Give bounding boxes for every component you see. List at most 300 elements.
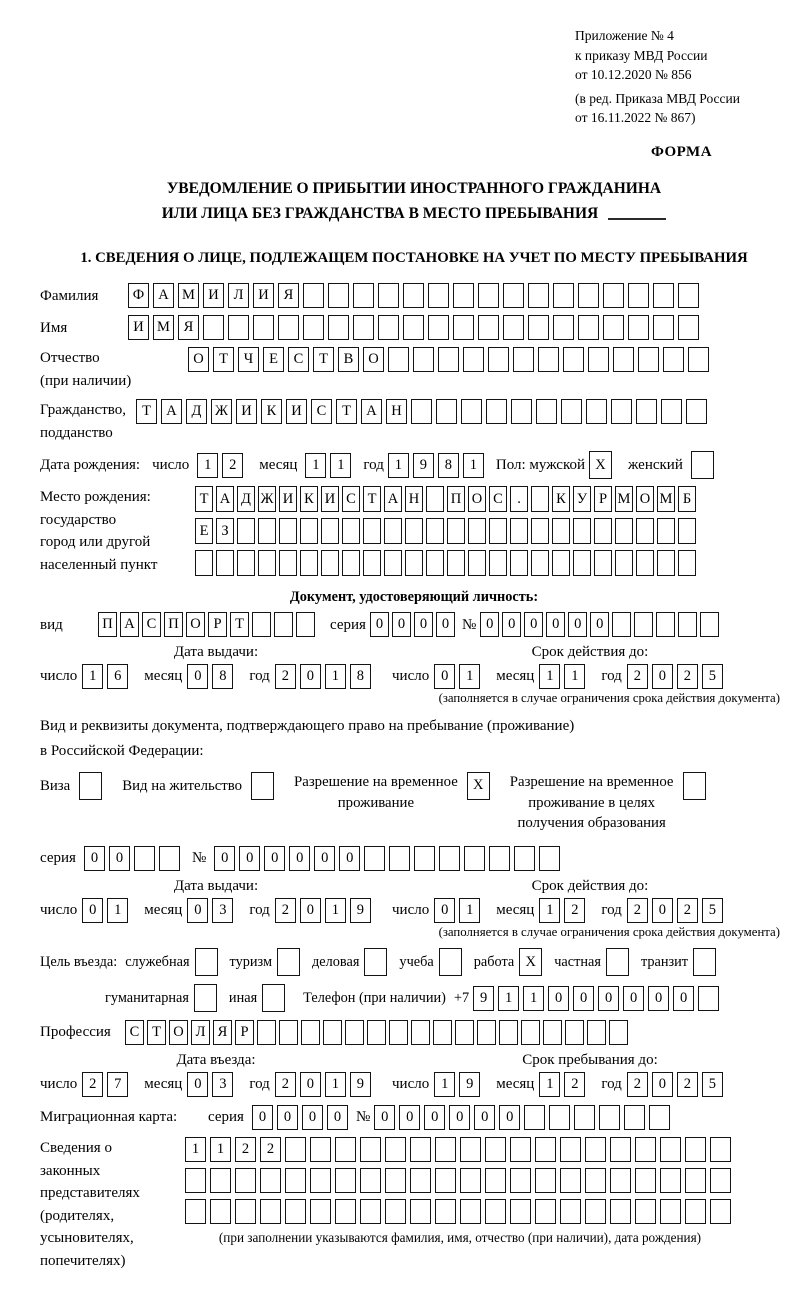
char-cell xyxy=(691,451,714,479)
char-cell: 0 xyxy=(414,612,433,637)
char-cell: 1 xyxy=(498,986,519,1011)
char-cell: Я xyxy=(178,315,199,340)
char-cell: Д xyxy=(186,399,207,424)
visa-option: Виза xyxy=(40,772,106,800)
char-cell xyxy=(453,283,474,308)
char-cell xyxy=(539,846,560,871)
legal-representatives-note: (при заполнении указываются фамилия, имя, отчество (при наличии), дата рождения) xyxy=(218,1230,702,1246)
char-cell xyxy=(613,347,634,372)
purpose-humanitarian: гуманитарная xyxy=(105,984,221,1012)
char-cell: 2 xyxy=(564,1072,585,1097)
char-cell xyxy=(560,1199,581,1224)
doc-series-label: серия xyxy=(330,616,366,633)
sex-female-label: женский xyxy=(628,457,683,474)
char-cell xyxy=(485,1168,506,1193)
char-cell: Ф xyxy=(128,283,149,308)
char-cell xyxy=(563,347,584,372)
sex-female-checkbox xyxy=(691,451,718,479)
char-cell xyxy=(634,612,653,637)
char-cell xyxy=(310,1168,331,1193)
char-cell: 0 xyxy=(546,612,565,637)
char-cell: 3 xyxy=(212,1072,233,1097)
char-cell xyxy=(410,1168,431,1193)
entry-year-cells xyxy=(275,1072,375,1097)
char-cell xyxy=(328,283,349,308)
char-cell xyxy=(411,1020,430,1045)
char-cell xyxy=(628,315,649,340)
char-cell: У xyxy=(573,486,591,512)
permit-issue-day-cells xyxy=(82,898,132,923)
char-cell: И xyxy=(279,486,297,512)
char-cell xyxy=(335,1137,356,1162)
char-cell xyxy=(328,315,349,340)
char-cell xyxy=(405,550,423,576)
char-cell: Н xyxy=(386,399,407,424)
char-cell xyxy=(303,315,324,340)
char-cell: 0 xyxy=(434,664,455,689)
char-cell: 2 xyxy=(260,1137,281,1162)
id-doc-dates xyxy=(40,644,788,689)
sex-male-label: Пол: мужской xyxy=(495,457,586,474)
char-cell: Ч xyxy=(238,347,259,372)
doc-number-label: № xyxy=(461,616,477,633)
char-cell: А xyxy=(153,283,174,308)
stay-month-cells xyxy=(539,1072,589,1097)
id-expiry-day-cells xyxy=(434,664,484,689)
char-cell xyxy=(426,518,444,544)
char-cell: 0 xyxy=(300,1072,321,1097)
permit-expiry-date-group: Срок действия до: число 0 1 месяц 1 2 год 2 0 2 5 xyxy=(392,878,788,923)
appendix-line-2: к приказу МВД России xyxy=(575,47,708,63)
birthplace-cells-row2 xyxy=(195,518,699,544)
migr-number-label: № xyxy=(355,1109,371,1126)
char-cell xyxy=(531,550,549,576)
char-cell: 2 xyxy=(627,898,648,923)
char-cell xyxy=(538,347,559,372)
char-cell xyxy=(574,1105,595,1130)
stay-year-cells xyxy=(627,1072,727,1097)
char-cell: 1 xyxy=(82,664,103,689)
char-cell xyxy=(439,948,462,976)
char-cell: X xyxy=(519,948,542,976)
char-cell: В xyxy=(338,347,359,372)
char-cell: 5 xyxy=(702,664,723,689)
char-cell xyxy=(552,518,570,544)
char-cell xyxy=(635,1168,656,1193)
char-cell xyxy=(367,1020,386,1045)
char-cell xyxy=(560,1137,581,1162)
id-issue-date-group: Дата выдачи: число 1 6 месяц 0 8 год 2 0 1 8 xyxy=(40,644,392,689)
char-cell: Н xyxy=(405,486,423,512)
stay-day-cells xyxy=(434,1072,484,1097)
char-cell: 1 xyxy=(539,1072,560,1097)
char-cell: 0 xyxy=(480,612,499,637)
char-cell xyxy=(210,1199,231,1224)
char-cell: О xyxy=(468,486,486,512)
patronymic-row xyxy=(40,347,788,392)
reps-cells-row2 xyxy=(185,1168,735,1193)
permit-number-label: № xyxy=(191,850,207,867)
id-expiry-year-cells xyxy=(627,664,727,689)
char-cell: Т xyxy=(230,612,249,637)
char-cell xyxy=(279,1020,298,1045)
given-name-row xyxy=(40,315,788,340)
char-cell xyxy=(438,347,459,372)
permit-expiry-note: (заполняется в случае ограничения срока действия документа) xyxy=(438,925,780,940)
char-cell: 0 xyxy=(300,898,321,923)
permit-issue-date-group: Дата выдачи: число 0 1 месяц 0 3 год 2 0 1 9 xyxy=(40,878,392,923)
char-cell: С xyxy=(125,1020,144,1045)
char-cell xyxy=(485,1137,506,1162)
char-cell: 2 xyxy=(275,898,296,923)
char-cell xyxy=(594,518,612,544)
char-cell: 0 xyxy=(84,846,105,871)
char-cell xyxy=(384,550,402,576)
char-cell: 9 xyxy=(473,986,494,1011)
char-cell: Е xyxy=(263,347,284,372)
char-cell xyxy=(683,772,706,800)
char-cell xyxy=(185,1168,206,1193)
char-cell xyxy=(388,347,409,372)
char-cell xyxy=(258,518,276,544)
char-cell xyxy=(698,986,719,1011)
entry-stay-dates xyxy=(40,1052,788,1097)
purpose-work-checkbox xyxy=(519,948,546,976)
char-cell xyxy=(353,315,374,340)
char-cell xyxy=(573,518,591,544)
char-cell: 0 xyxy=(327,1105,348,1130)
entry-purpose-label: Цель въезда: xyxy=(40,953,118,970)
char-cell: 0 xyxy=(187,664,208,689)
purpose-business-checkbox xyxy=(364,948,391,976)
char-cell xyxy=(235,1168,256,1193)
char-cell: Б xyxy=(678,486,696,512)
char-cell xyxy=(678,550,696,576)
char-cell: С xyxy=(142,612,161,637)
appendix-block xyxy=(575,26,788,128)
id-expiry-month-cells xyxy=(539,664,589,689)
char-cell xyxy=(573,550,591,576)
purpose-transit: транзит xyxy=(641,948,720,976)
char-cell xyxy=(203,315,224,340)
char-cell: 0 xyxy=(399,1105,420,1130)
char-cell: 0 xyxy=(648,986,669,1011)
char-cell xyxy=(278,315,299,340)
char-cell: 1 xyxy=(523,986,544,1011)
char-cell xyxy=(342,550,360,576)
char-cell xyxy=(488,347,509,372)
char-cell: 0 xyxy=(302,1105,323,1130)
char-cell: Т xyxy=(195,486,213,512)
doc-series-cells xyxy=(370,612,458,637)
char-cell: М xyxy=(178,283,199,308)
purpose-study: учеба xyxy=(399,948,465,976)
char-cell xyxy=(364,846,385,871)
char-cell xyxy=(503,315,524,340)
purpose-official-checkbox xyxy=(195,948,222,976)
purpose-transit-checkbox xyxy=(693,948,720,976)
entry-date-group: Дата въезда: число 2 7 месяц 0 3 год 2 0 1 9 xyxy=(40,1052,392,1097)
char-cell xyxy=(253,315,274,340)
form-title-line1: УВЕДОМЛЕНИЕ О ПРИБЫТИИ ИНОСТРАННОГО ГРАЖДАНИНА xyxy=(166,179,662,197)
char-cell xyxy=(228,315,249,340)
char-cell xyxy=(426,550,444,576)
permit-series-row xyxy=(40,846,788,871)
char-cell: И xyxy=(236,399,257,424)
char-cell: 2 xyxy=(677,898,698,923)
char-cell: 2 xyxy=(627,664,648,689)
char-cell xyxy=(657,550,675,576)
char-cell xyxy=(79,772,102,800)
char-cell xyxy=(635,1137,656,1162)
purpose-tourism: туризм xyxy=(230,948,305,976)
char-cell xyxy=(260,1168,281,1193)
char-cell xyxy=(513,347,534,372)
char-cell: 0 xyxy=(339,846,360,871)
char-cell xyxy=(194,984,217,1012)
form-label: ФОРМА xyxy=(650,143,713,160)
char-cell: Т xyxy=(213,347,234,372)
char-cell: Д xyxy=(237,486,255,512)
char-cell xyxy=(300,518,318,544)
migration-card-label: Миграционная карта: xyxy=(40,1109,178,1126)
char-cell: О xyxy=(188,347,209,372)
char-cell: И xyxy=(253,283,274,308)
char-cell: X xyxy=(589,451,612,479)
char-cell xyxy=(553,283,574,308)
char-cell xyxy=(216,550,234,576)
char-cell: 0 xyxy=(187,1072,208,1097)
char-cell xyxy=(323,1020,342,1045)
char-cell xyxy=(485,1199,506,1224)
char-cell: 0 xyxy=(449,1105,470,1130)
id-issue-year-cells xyxy=(275,664,375,689)
char-cell xyxy=(285,1168,306,1193)
char-cell xyxy=(360,1137,381,1162)
id-issue-month-cells xyxy=(187,664,237,689)
appendix-line-1: Приложение № 4 xyxy=(575,28,674,43)
char-cell: 2 xyxy=(82,1072,103,1097)
char-cell xyxy=(610,1137,631,1162)
char-cell: X xyxy=(467,772,490,800)
citizenship-row xyxy=(40,399,788,444)
char-cell: 1 xyxy=(539,664,560,689)
char-cell xyxy=(413,347,434,372)
char-cell: 7 xyxy=(107,1072,128,1097)
temp-residence-edu-option: Разрешение на временное проживание в целях получения образования xyxy=(510,772,710,834)
char-cell: 0 xyxy=(436,612,455,637)
char-cell xyxy=(360,1168,381,1193)
char-cell xyxy=(653,283,674,308)
char-cell xyxy=(468,550,486,576)
day-label: число xyxy=(152,457,190,474)
phone-prefix: +7 xyxy=(453,989,470,1006)
char-cell xyxy=(531,486,549,512)
char-cell: 0 xyxy=(264,846,285,871)
visa-checkbox xyxy=(79,772,106,800)
char-cell: 1 xyxy=(459,664,480,689)
char-cell xyxy=(603,283,624,308)
char-cell xyxy=(678,315,699,340)
char-cell: И xyxy=(128,315,149,340)
birthplace-row xyxy=(40,486,788,582)
char-cell xyxy=(134,846,155,871)
birth-date-row xyxy=(40,451,788,479)
patronymic-cells xyxy=(188,347,713,372)
char-cell: И xyxy=(286,399,307,424)
identity-document-heading: Документ, удостоверяющий личность: xyxy=(289,589,539,606)
doc-number-cells xyxy=(480,612,722,637)
char-cell xyxy=(410,1137,431,1162)
char-cell: 9 xyxy=(350,1072,371,1097)
char-cell xyxy=(685,1199,706,1224)
char-cell xyxy=(656,612,675,637)
char-cell: 2 xyxy=(235,1137,256,1162)
char-cell: 0 xyxy=(300,664,321,689)
char-cell: П xyxy=(164,612,183,637)
char-cell xyxy=(609,1020,628,1045)
char-cell: И xyxy=(203,283,224,308)
purpose-tourism-checkbox xyxy=(277,948,304,976)
char-cell xyxy=(385,1199,406,1224)
permit-doc-line2: в Российской Федерации: xyxy=(40,743,204,760)
char-cell xyxy=(560,1168,581,1193)
char-cell xyxy=(321,550,339,576)
purpose-study-checkbox xyxy=(439,948,466,976)
char-cell: 0 xyxy=(239,846,260,871)
char-cell: С xyxy=(311,399,332,424)
char-cell xyxy=(521,1020,540,1045)
char-cell: Т xyxy=(363,486,381,512)
char-cell xyxy=(636,518,654,544)
char-cell xyxy=(685,1168,706,1193)
char-cell: 0 xyxy=(652,1072,673,1097)
char-cell: 6 xyxy=(107,664,128,689)
char-cell: 1 xyxy=(185,1137,206,1162)
char-cell xyxy=(411,399,432,424)
char-cell: Л xyxy=(191,1020,210,1045)
purpose-work: работа X xyxy=(474,948,547,976)
char-cell: 8 xyxy=(350,664,371,689)
char-cell: 2 xyxy=(677,1072,698,1097)
char-cell: Т xyxy=(136,399,157,424)
char-cell xyxy=(345,1020,364,1045)
given-name-label: Имя xyxy=(40,319,68,336)
char-cell xyxy=(384,518,402,544)
char-cell xyxy=(262,984,285,1012)
char-cell: 0 xyxy=(370,612,389,637)
char-cell xyxy=(210,1168,231,1193)
birth-year-cells xyxy=(388,453,488,478)
char-cell xyxy=(477,1020,496,1045)
char-cell xyxy=(653,315,674,340)
birth-month-cells xyxy=(305,453,355,478)
profession-row xyxy=(40,1020,788,1045)
char-cell xyxy=(660,1199,681,1224)
char-cell xyxy=(489,550,507,576)
char-cell: И xyxy=(321,486,339,512)
permit-expiry-year-cells xyxy=(627,898,727,923)
char-cell xyxy=(159,846,180,871)
char-cell xyxy=(435,1168,456,1193)
char-cell xyxy=(678,283,699,308)
char-cell: 0 xyxy=(109,846,130,871)
char-cell xyxy=(552,550,570,576)
char-cell xyxy=(663,347,684,372)
char-cell xyxy=(660,1137,681,1162)
char-cell: 0 xyxy=(374,1105,395,1130)
char-cell xyxy=(260,1199,281,1224)
char-cell: Я xyxy=(213,1020,232,1045)
char-cell xyxy=(636,399,657,424)
char-cell xyxy=(499,1020,518,1045)
char-cell: Т xyxy=(313,347,334,372)
char-cell xyxy=(610,1199,631,1224)
surname-label: Фамилия xyxy=(40,287,99,304)
char-cell xyxy=(549,1105,570,1130)
char-cell xyxy=(535,1137,556,1162)
surname-cells xyxy=(128,283,703,308)
patronymic-label: Отчество (при наличии) xyxy=(40,350,132,389)
char-cell: Е xyxy=(195,518,213,544)
doc-type-cells xyxy=(98,612,318,637)
char-cell: 8 xyxy=(212,664,233,689)
legal-representatives-label: Сведения о законных представителях (родителях, усыновителях, попечителях) xyxy=(40,1140,140,1269)
char-cell xyxy=(628,283,649,308)
section1-heading: 1. СВЕДЕНИЯ О ЛИЦЕ, ПОДЛЕЖАЩЕМ ПОСТАНОВКЕ НА УЧЕТ ПО МЕСТУ ПРЕБЫВАНИЯ xyxy=(80,250,748,267)
char-cell: 0 xyxy=(314,846,335,871)
permit-dates xyxy=(40,878,788,923)
char-cell xyxy=(657,518,675,544)
form-title-line2: ИЛИ ЛИЦА БЕЗ ГРАЖДАНСТВА В МЕСТО ПРЕБЫВАНИЯ xyxy=(161,204,599,222)
char-cell: А xyxy=(384,486,402,512)
char-cell xyxy=(301,1020,320,1045)
char-cell xyxy=(335,1168,356,1193)
citizenship-cells xyxy=(136,399,711,424)
char-cell xyxy=(447,518,465,544)
char-cell xyxy=(364,948,387,976)
char-cell xyxy=(378,315,399,340)
char-cell xyxy=(685,1137,706,1162)
char-cell: 1 xyxy=(434,1072,455,1097)
char-cell xyxy=(403,315,424,340)
char-cell: 1 xyxy=(539,898,560,923)
residence-permit-option: Вид на жительство xyxy=(122,772,278,800)
char-cell: 1 xyxy=(197,453,218,478)
char-cell xyxy=(489,518,507,544)
char-cell xyxy=(389,846,410,871)
char-cell xyxy=(586,399,607,424)
char-cell xyxy=(460,1137,481,1162)
birth-date-label: Дата рождения: xyxy=(40,457,141,474)
char-cell xyxy=(535,1199,556,1224)
char-cell: 1 xyxy=(564,664,585,689)
char-cell xyxy=(678,612,697,637)
char-cell xyxy=(436,399,457,424)
char-cell xyxy=(385,1137,406,1162)
char-cell xyxy=(565,1020,584,1045)
char-cell: 0 xyxy=(673,986,694,1011)
char-cell xyxy=(235,1199,256,1224)
char-cell: К xyxy=(261,399,282,424)
char-cell: Т xyxy=(336,399,357,424)
phone-label: Телефон (при наличии) xyxy=(303,989,446,1006)
char-cell: 0 xyxy=(252,1105,273,1130)
char-cell xyxy=(378,283,399,308)
char-cell xyxy=(478,315,499,340)
char-cell: Р xyxy=(594,486,612,512)
char-cell: 0 xyxy=(474,1105,495,1130)
